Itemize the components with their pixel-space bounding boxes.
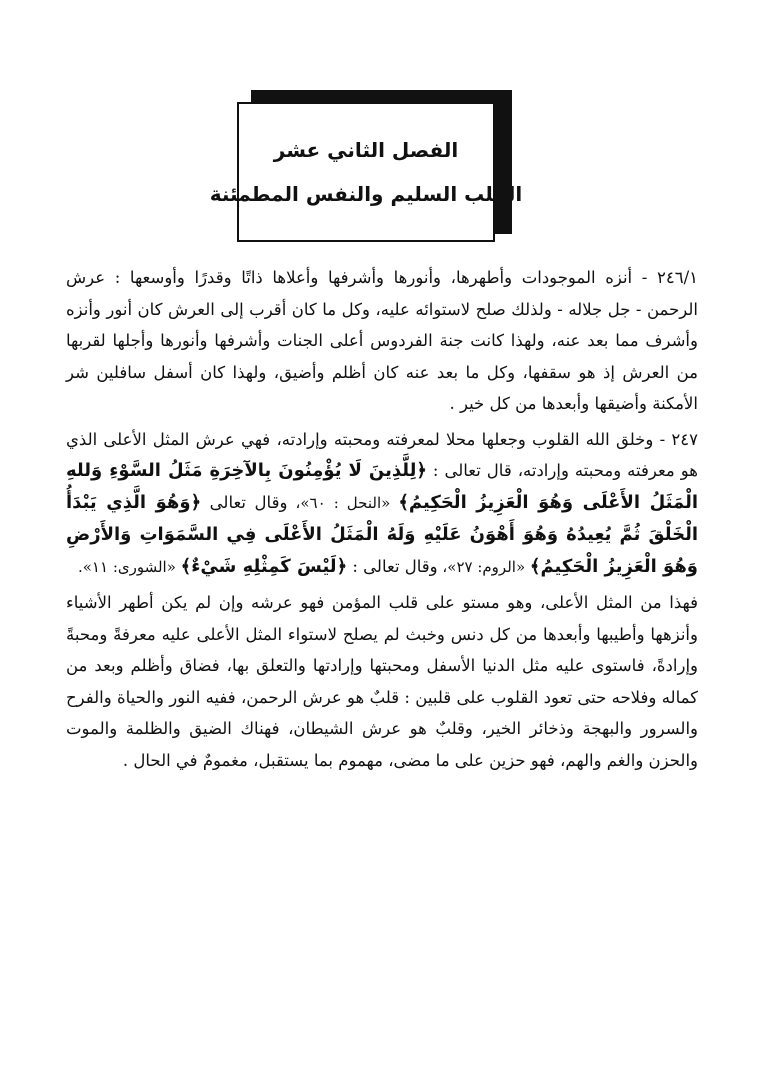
chapter-number: الفصل الثاني عشر [273, 138, 459, 162]
paragraph-246: ٢٤٦/١ - أنزه الموجودات وأطهرها، وأنورها وأشرفها وأعلاها ذاتًا وقدرًا وأوسعها : عرش الرحمن - جل جلاله - ولذلك صلح لاستوائه عليه، وكل ما كان أقرب إلى العرش كان أنور وأنزه وأشرف مما بعد عنه، ولهذا كانت جنة الفردوس أعلى الجنات وأشرفها وأنورها وأجلها لقربها من العرش إذ هو سقفها، وكل ما بعد عنه كان أظلم وأضيق، ولهذا كان أسفل سافلين شر الأمكنة وأضيقها وأبعدها من كل خير . [66, 268, 698, 413]
chapter-title-frame [209, 90, 523, 248]
quran-verse-nahl: ﴿لِلَّذِينَ لَا يُؤْمِنُونَ بِالآخِرَةِ مَثَلُ السَّوْءِ وَللهِ الْمَثَلُ الأَعْلَى وَهُوَ الْعَزِيزُ الْحَكِيمُ﴾ [66, 460, 699, 513]
verse-reference-nahl: «النحل : ٦٠»، [287, 493, 399, 512]
quran-verse-shura: ﴿لَيْسَ كَمِثْلِهِ شَيْءٌ﴾ [180, 555, 348, 577]
chapter-title: القلب السليم والنفس المطمئنة [209, 182, 523, 206]
paragraph-247-intro: ٢٤٧ - وخلق الله القلوب وجعلها محلا لمعرفته ومحبته وإرادته، فهي عرش المثل الأعلى الذي هو معرفته ومحبته وإرادته، قال تعالى : [66, 429, 698, 480]
quran-verse-rum: ﴿وَهُوَ الَّذِي يَبْدَأُ الْخَلْقَ ثُمَّ يُعِيدُهُ وَهُوَ أَهْوَنُ عَلَيْهِ وَلَهُ الْمَثَلُ الأَعْلَى فِي السَّمَوَاتِ وَالأَرْضِ وَهُوَ الْعَزِيزُ الْحَكِيمُ﴾ [66, 491, 698, 577]
verse-reference-shura: «الشورى: ١١». [77, 557, 181, 576]
paragraph-247 [66, 424, 698, 584]
paragraph-247-connector: وقال تعالى [201, 492, 288, 512]
chapter-title-box [209, 102, 523, 242]
paragraph-two-hearts: فهذا من المثل الأعلى، وهو مستو على قلب المؤمن فهو عرشه وإن لم يكن أطهر الأشياء وأنزهها وأطيبها وأبعدها من كل دنس وخبث لم يصلح لاستواء المثل الأعلى عليه معرفةً ومحبةً وإرادةً، فاستوى عليه مثل الدنيا الأسفل ومحبتها وإرادتها والتعلق بها، فضاق وأظلم وبعد من كماله وفلاحه حتى تعود القلوب على قلبين : قلبٌ هو عرش الرحمن، ففيه النور والحياة والفرح والسرور والبهجة وذخائر الخير، وقلبٌ هو عرش الشيطان، فهناك الضيق والظلمة والموت والحزن والغم والهم، فهو حزين على ما مضى، مهموم بما يستقبل، مغمومٌ في الحال . [66, 593, 698, 770]
paragraph-247-connector-2: وقال تعالى : [347, 556, 438, 576]
verse-reference-rum: «الروم: ٢٧»، [437, 557, 530, 576]
page-body [66, 262, 698, 776]
